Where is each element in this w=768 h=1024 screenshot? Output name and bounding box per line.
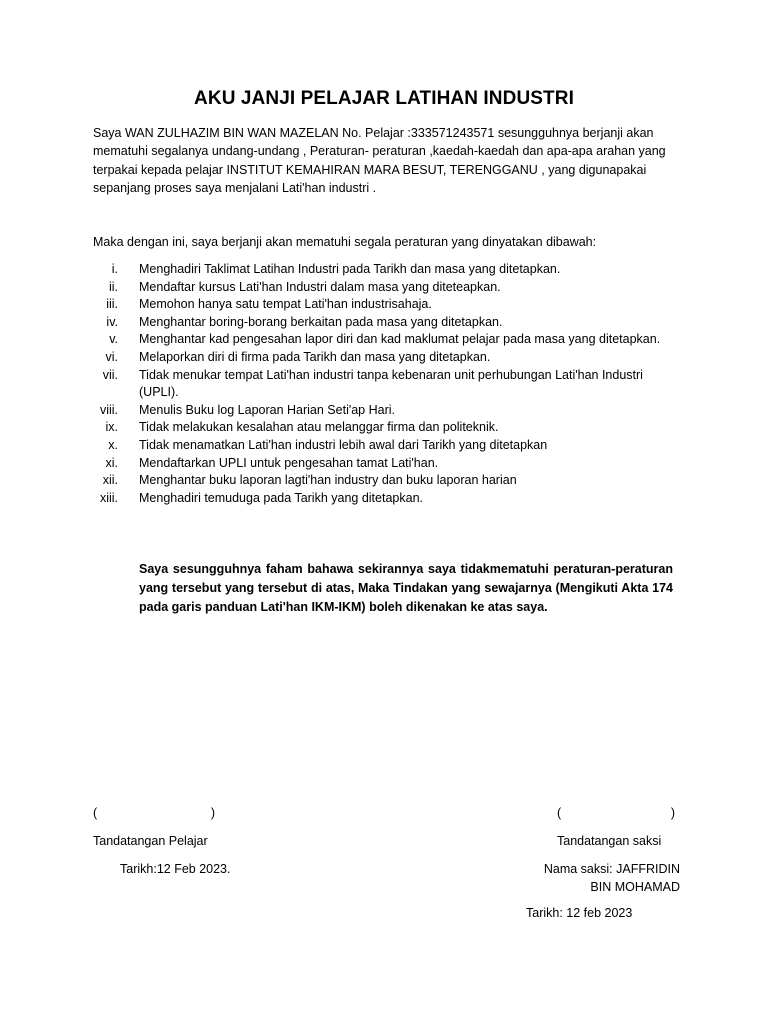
rule-number: x. [108, 437, 118, 452]
student-no: 333571243571 [410, 126, 495, 140]
rule-text: Mendaftar kursus Lati'han Industri dalam masa yang diteteapkan. [139, 279, 501, 294]
student-date: Tarikh:12 Feb 2023. [120, 862, 231, 876]
witness-signature-label: Tandatangan saksi [557, 834, 662, 848]
rule-item [80, 367, 680, 402]
rule-item [80, 331, 680, 349]
rule-item [80, 490, 680, 508]
rule-number: ix. [105, 420, 118, 435]
rule-number: iv. [106, 314, 118, 329]
rule-item [80, 296, 680, 314]
rule-number: ii. [108, 279, 118, 294]
rule-item [80, 402, 680, 420]
rule-number: i. [111, 262, 118, 276]
paren-open: ( [557, 806, 562, 820]
witness-signature-box [557, 804, 675, 822]
institution-name: INSTITUT KEMAHIRAN MARA BESUT, TERENGGANU [226, 162, 538, 177]
rule-number: iii. [106, 297, 118, 312]
witness-name: Nama saksi: JAFFRIDIN BIN MOHAMAD [543, 862, 680, 894]
rule-text: Memohon hanya satu tempat Lati'han industrisahaja. [139, 297, 432, 312]
rule-number: xii. [102, 473, 118, 488]
rule-item [80, 279, 680, 297]
rule-text: Mendaftarkan UPLI untuk pengesahan tamat Lati'han. [139, 455, 439, 470]
rule-text: Tidak menamatkan Lati'han industri lebih awal dari Tarikh yang ditetapkan [139, 437, 548, 452]
intro-text-2: , yang digunapakai sepanjang proses saya menjalani Lati'han industri . [93, 162, 647, 195]
rule-item [80, 261, 680, 279]
rule-text: Melaporkan diri di firma pada Tarikh dan masa yang ditetapkan. [139, 349, 491, 364]
rule-text: Menulis Buku log Laporan Harian Seti'ap Hari. [139, 402, 395, 417]
rule-text: Menghantar buku laporan lagti'han industry dan buku laporan harian [139, 473, 517, 488]
rules-list [80, 261, 680, 507]
rule-item [80, 472, 680, 490]
document-title: AKU JANJI PELAJAR LATIHAN INDUSTRI [194, 88, 574, 109]
rule-text: Tidak melakukan kesalahan atau melanggar firma dan politeknik. [139, 420, 499, 435]
rule-text: Menghadiri Taklimat Latihan Industri pada Tarikh dan masa yang ditetapkan. [139, 262, 561, 276]
witness-date: Tarikh: 12 feb 2023 [526, 906, 633, 920]
rule-number: vii. [102, 367, 118, 382]
student-name: WAN ZULHAZIM BIN WAN MAZELAN [124, 126, 339, 140]
rule-text: Menghantar boring-borang berkaitan pada masa yang ditetapkan. [139, 314, 503, 329]
rule-text: Menghantar kad pengesahan lapor diri dan kad maklumat pelajar pada masa yang ditetapkan. [139, 332, 661, 347]
paren-open: ( [93, 806, 98, 820]
rule-number: xiii. [99, 490, 118, 505]
rule-item [80, 419, 680, 437]
rule-item [80, 437, 680, 455]
rule-text: Menghadiri temuduga pada Tarikh yang ditetapkan. [139, 490, 423, 505]
rule-item [80, 349, 680, 367]
paren-close: ) [210, 806, 215, 820]
intro-paragraph [93, 124, 683, 197]
declaration-paragraph: Saya sesungguhnya faham bahawa sekirannya saya tidakmematuhi peraturan-peraturan yang tersebut yang tersebut di atas, Maka Tindakan yang sewajarnya (Mengikuti Akta 174 pada garis panduan Lati'han IKM-IKM) boleh dikenakan ke atas saya. [139, 562, 673, 614]
paren-close: ) [670, 806, 675, 820]
rule-item [80, 455, 680, 473]
rule-number: v. [109, 332, 118, 347]
student-no-label: No. Pelajar : [338, 126, 411, 140]
student-signature-label: Tandatangan Pelajar [93, 834, 208, 848]
rule-number: xi. [105, 455, 118, 470]
rule-text: Tidak menukar tempat Lati'han industri tanpa kebenaran unit perhubungan Lati'han Industri (UPLI). [139, 367, 643, 400]
intro-prefix: Saya [93, 126, 125, 140]
rule-item [80, 314, 680, 332]
rule-number: vi. [105, 349, 118, 364]
lead-sentence: Maka dengan ini, saya berjanji akan mematuhi segala peraturan yang dinyatakan dibawah: [93, 235, 597, 249]
rule-number: viii. [99, 402, 118, 417]
student-signature-box [93, 804, 215, 822]
intro-text-1: sesungguhnya berjanji akan mematuhi segalanya undang-undang , Peraturan- peraturan ,kaedah-kaedah dan apa-apa arahan yang terpakai kepada pelajar [93, 126, 666, 177]
